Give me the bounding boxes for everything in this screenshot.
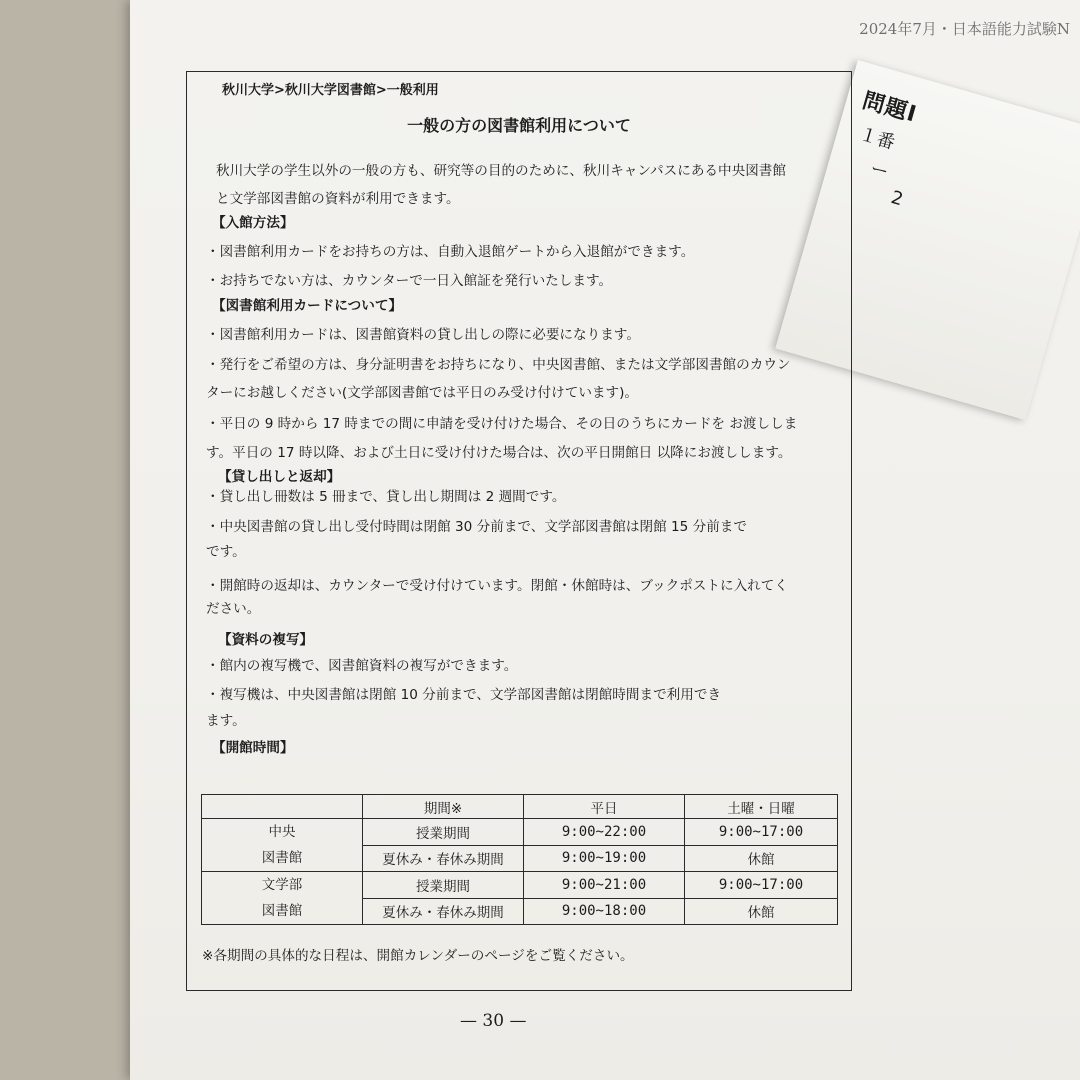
section-heading: 【貸し出しと返却】 xyxy=(218,469,341,485)
table-row xyxy=(202,819,838,846)
body-line: ・開館時の返却は、カウンターで受け付けています。閉館・休館時は、ブックポストに入れてく xyxy=(206,578,788,594)
period-cell: 授業期間 xyxy=(363,819,524,846)
period-cell: 夏休み・春休み期間 xyxy=(363,845,524,872)
section-heading: 【開館時間】 xyxy=(212,740,294,756)
table-header-cell: 土曜・日曜 xyxy=(685,795,838,819)
table-header-row xyxy=(202,795,838,819)
weekend-hours-cell: 9:00~17:00 xyxy=(685,872,838,899)
body-line: ださい。 xyxy=(206,601,261,617)
schedule-note: ※各期間の具体的な日程は、開館カレンダーのページをご覧ください。 xyxy=(202,948,634,964)
weekday-hours-cell: 9:00~22:00 xyxy=(524,819,685,846)
body-line: ・図書館利用カードをお持ちの方は、自動入退館ゲートから入退館ができます。 xyxy=(206,244,695,260)
breadcrumb: 秋川大学>秋川大学図書館>一般利用 xyxy=(222,83,439,98)
period-cell: 夏休み・春休み期間 xyxy=(363,898,524,925)
running-header: 2024年7月・日本語能力試験N xyxy=(859,20,1070,38)
table-header-cell: 平日 xyxy=(524,795,685,819)
question-number: １番 xyxy=(856,123,898,154)
section-heading: 【入館方法】 xyxy=(212,215,294,231)
opening-hours-table xyxy=(201,794,838,925)
question-dash: ー xyxy=(867,158,891,184)
weekday-hours-cell: 9:00~18:00 xyxy=(524,898,685,925)
body-line: ・複写機は、中央図書館は閉館 10 分前まで、文学部図書館は閉館時間まで利用でき xyxy=(206,687,722,703)
body-line: ・館内の複写機で、図書館資料の複写ができます。 xyxy=(206,658,518,674)
section-heading: 【図書館利用カードについて】 xyxy=(212,298,403,314)
period-cell: 授業期間 xyxy=(363,872,524,899)
weekend-hours-cell: 休館 xyxy=(685,845,838,872)
library-name-cell xyxy=(202,819,363,872)
section-heading: 【資料の複写】 xyxy=(218,632,314,648)
body-line: ・平日の 9 時から 17 時までの間に申請を受け付けた場合、その日のうちにカードを お渡ししま xyxy=(206,416,798,432)
weekday-hours-cell: 9:00~21:00 xyxy=(524,872,685,899)
library-name-cell xyxy=(202,872,363,925)
weekend-hours-cell: 9:00~17:00 xyxy=(685,819,838,846)
body-line: ・発行をご希望の方は、身分証明書をお持ちになり、中央図書館、または文学部図書館のカウン xyxy=(206,357,791,373)
table-header-cell xyxy=(202,795,363,819)
library-name: 図書館 xyxy=(261,850,303,866)
body-line: ・貸し出し冊数は 5 冊まで、貸し出し期間は 2 週間です。 xyxy=(206,489,566,505)
table-header-cell: 期間※ xyxy=(363,795,524,819)
page-number: — 30 — xyxy=(460,1011,527,1031)
question-fragment: 2 xyxy=(888,186,906,211)
table-row xyxy=(202,872,838,899)
body-line: と文学部図書館の資料が利用できます。 xyxy=(216,191,460,207)
body-line: です。 xyxy=(206,544,246,560)
question-title: 問題Ⅰ xyxy=(859,88,920,128)
library-name: 図書館 xyxy=(261,903,303,919)
body-line: す。平日の 17 時以降、および土日に受け付けた場合は、次の平日開館日 以降にお渡しします。 xyxy=(206,445,792,461)
body-line: ターにお越しください(文学部図書館では平日のみ受け付けています)。 xyxy=(206,385,639,401)
body-line: ・中央図書館の貸し出し受付時間は閉館 30 分前まで、文学部図書館は閉館 15 分前まで xyxy=(206,519,747,535)
body-line: ます。 xyxy=(206,713,246,729)
body-line: ・図書館利用カードは、図書館資料の貸し出しの際に必要になります。 xyxy=(206,327,640,343)
page-title: 一般の方の図書館利用について xyxy=(407,116,631,135)
weekday-hours-cell: 9:00~19:00 xyxy=(524,845,685,872)
body-line: 秋川大学の学生以外の一般の方も、研究等の目的のために、秋川キャンパスにある中央図書館 xyxy=(216,163,786,179)
library-name: 文学部 xyxy=(261,877,303,893)
body-line: ・お持ちでない方は、カウンターで一日入館証を発行いたします。 xyxy=(206,273,613,289)
weekend-hours-cell: 休館 xyxy=(685,898,838,925)
library-name: 中央 xyxy=(268,824,296,840)
